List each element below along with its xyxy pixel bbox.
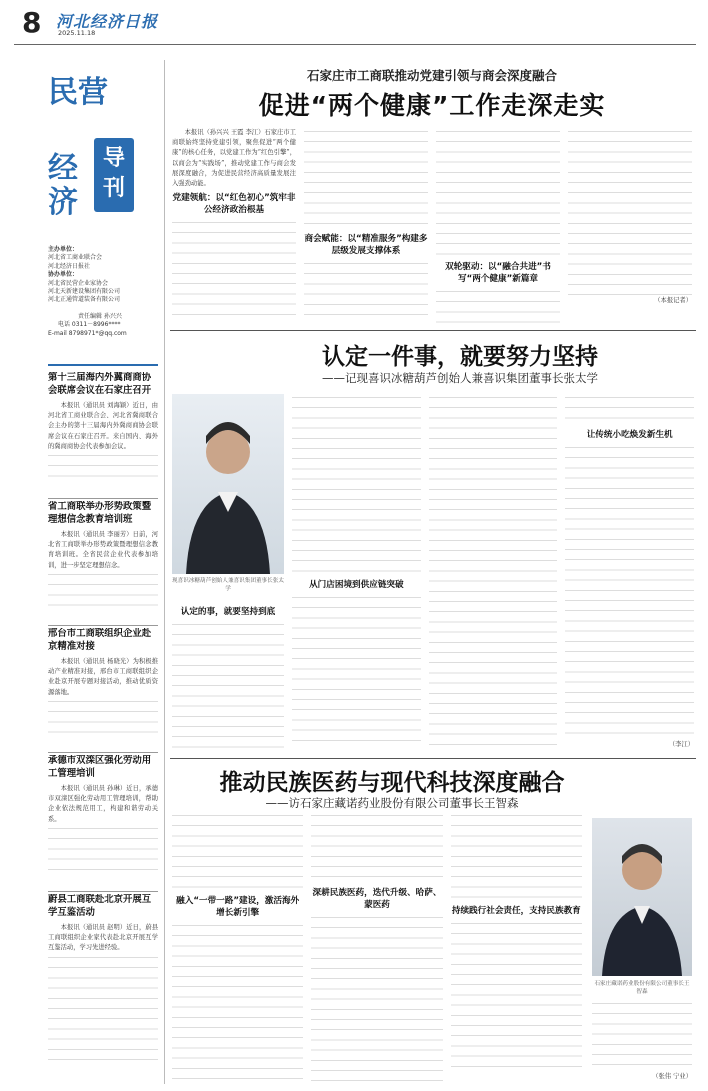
issue-date: 2025.11.18 xyxy=(58,29,96,37)
masthead-editor: 责任编辑 孙兴兴 xyxy=(78,312,122,320)
left-news-item xyxy=(48,894,158,1084)
header-rule xyxy=(14,44,696,45)
section-tag xyxy=(94,138,134,212)
article-wang-columns xyxy=(172,812,582,1084)
main-article-subhead-2: 商会赋能：以“精准服务”构建多层级发展支撑体系 xyxy=(304,234,428,256)
left-news-title: 邢台市工商联组织企业赴京精准对接 xyxy=(48,628,152,652)
masthead-email: E-mail 8798971*@qq.com xyxy=(48,329,127,337)
masthead-info xyxy=(48,246,156,338)
masthead-line: 河北经济日报社 xyxy=(48,262,91,270)
section-divider-2 xyxy=(170,758,696,759)
section-title-jingji: 经济 xyxy=(48,151,78,220)
portrait-photo-zhang xyxy=(172,394,284,574)
main-article-ending: （本报记者） xyxy=(654,297,692,304)
photo-caption-wang: 石家庄藏诺药业股份有限公司董事长王智森 xyxy=(594,981,690,995)
left-news-title: 省工商联举办形势政策暨理想信念教育培训班 xyxy=(48,501,152,525)
left-news-item xyxy=(48,628,158,750)
masthead-line: 河北天新建设集团有限公司 xyxy=(48,288,121,296)
left-news-body: 本报讯（通讯员 赵明）近日，蔚县工商联组织企业家代表赴北京开展互学互鉴活动，学习先进经验。 xyxy=(48,923,158,1073)
left-news-title: 承德市双滦区强化劳动用工管理培训 xyxy=(48,755,152,779)
article-zhang-body xyxy=(172,598,284,756)
main-article-kicker: 石家庄市工商联推动党建引领与商会深度融合 xyxy=(306,68,557,83)
left-news-column xyxy=(48,372,158,1084)
section-divider-1 xyxy=(170,330,696,331)
section-tag-text: 导刊 xyxy=(103,146,126,201)
main-article-subhead-3: 双轮驱动：以“融合共进”书写“两个健康”新篇章 xyxy=(445,262,551,284)
main-article-title: 促进“两个健康”工作走深走实 xyxy=(258,91,606,120)
article-wang-subhead-3: 持续践行社会责任，支持民族教育 xyxy=(451,906,581,916)
main-article-body xyxy=(172,128,692,324)
masthead-phone: 电话 0311－8996**** xyxy=(58,321,121,329)
article-zhang-subhead-1: 认定的事，就要坚持到底 xyxy=(180,607,276,617)
article-wang-tail xyxy=(592,1000,692,1084)
masthead-rule xyxy=(48,364,158,366)
article-wang-subhead-2: 深耕民族医药，迭代升级、哈萨、蒙医药 xyxy=(312,888,442,910)
page-number: 8 xyxy=(22,6,42,39)
main-article-intro: 本报讯（孙兴兴 王霞 李江）石家庄市工商联始终坚持党建引领，聚焦促进“两个健康”的核心任务，以党建工作为“红色引擎”，以商会为“实践场”，推动党建工作与商会发展深度融合，为促进民营经济高质量发展注入强劲动能。 xyxy=(172,129,296,188)
left-news-title: 第十三届海内外冀商商协会联席会议在石家庄召开 xyxy=(48,372,152,396)
article-wang-ending: （张伟 宁业） xyxy=(652,1073,692,1080)
masthead-line: 协办单位： xyxy=(48,271,79,279)
photo-caption-zhang: 现喜识冰糖葫芦创始人兼喜识集团董事长张太学 xyxy=(172,578,284,592)
portrait-photo-wang xyxy=(592,818,692,976)
article-zhang-columns xyxy=(292,394,694,754)
article-wang-subhead-1: 融入“一带一路”建设，激活海外增长新引擎 xyxy=(176,896,300,918)
article-zhang-title: 认定一件事，就要努力坚持 xyxy=(322,344,598,370)
left-news-body: 本报讯（通讯员 孙琳）近日，承德市双滦区强化劳动用工管理培训，帮助企业依法规范用工，构建和谐劳动关系。 xyxy=(48,784,158,880)
left-news-body: 本报讯（通讯员 李丽芳）日前，河北省工商联举办形势政策暨理想信念教育培训班。全省民营企业代表参加培训，进一步坚定理想信念。 xyxy=(48,530,158,610)
left-column-divider xyxy=(164,60,165,1084)
article-zhang-subhead-2: 从门店困境到供应链突破 xyxy=(309,580,404,590)
masthead-line: 河北正通管道装备有限公司 xyxy=(48,296,121,304)
article-zhang-subtitle: ——记现喜识冰糖葫芦创始人兼喜识集团董事长张太学 xyxy=(322,371,598,385)
article-zhang-subhead-3: 让传统小吃焕发新生机 xyxy=(586,430,673,440)
person-portrait-icon xyxy=(172,394,284,574)
article-zhang-ending: （李江） xyxy=(668,741,694,748)
section-banner xyxy=(48,75,138,220)
left-news-item xyxy=(48,372,158,496)
masthead-line: 河北省民营企业家协会 xyxy=(48,279,109,287)
left-news-body: 本报讯（通讯员 刘海颖）近日，由河北省工商业联合会、河北省冀商联合会主办的第十三届海内外冀商商协会联席会议在石家庄召开。来自国内、海外的冀商商协会代表参加会议。 xyxy=(48,401,158,479)
section-title-minying: 民营 xyxy=(48,75,108,110)
left-news-item xyxy=(48,755,158,889)
main-article-subhead-1: 党建领航：以“红色初心”筑牢非公经济政治根基 xyxy=(172,193,296,216)
article-wang-title: 推动民族医药与现代科技深度融合 xyxy=(219,770,565,796)
masthead-line: 河北省工商业联合会 xyxy=(48,254,103,262)
left-news-title: 蔚县工商联赴北京开展互学互鉴活动 xyxy=(48,894,152,918)
person-portrait-icon xyxy=(592,818,692,976)
article-wang-subtitle: ——访石家庄藏诺药业股份有限公司董事长王智森 xyxy=(265,796,519,810)
left-news-body: 本报讯（通讯员 杨晓光）为积极推动产业精准对接，邢台市工商联组织企业赴京开展专题对接活动，推动优质资源落地。 xyxy=(48,657,158,739)
masthead-line: 主办单位： xyxy=(48,246,79,253)
paper-name: 河北经济日报 xyxy=(56,12,159,31)
left-news-item xyxy=(48,501,158,623)
page-header xyxy=(22,8,692,42)
